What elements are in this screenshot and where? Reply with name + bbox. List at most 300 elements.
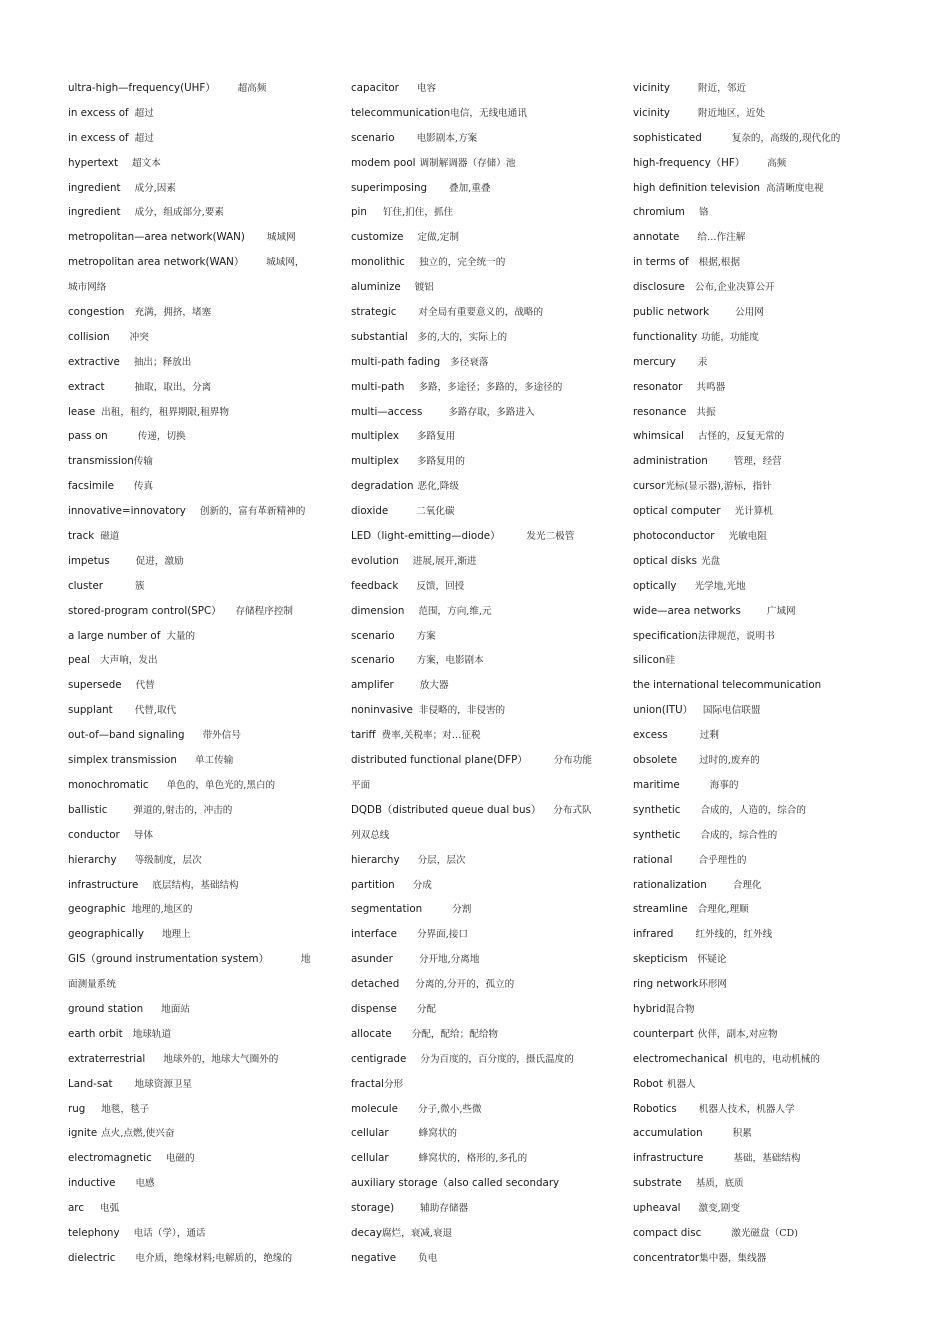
- term-chinese: 列双总线: [351, 829, 390, 841]
- term-english: extractive: [68, 355, 120, 368]
- term-chinese: 费率,关税率；对…征税: [381, 730, 481, 742]
- term-english: ignite: [68, 1127, 98, 1140]
- term-chinese: 辅助存储器: [420, 1203, 469, 1215]
- glossary-entry: [633, 1146, 891, 1171]
- glossary-entry: [351, 574, 609, 599]
- term-chinese: 合理化,理顺: [697, 904, 749, 916]
- term-english: innovative=innovatory: [68, 505, 186, 518]
- term-english: cellular: [351, 1127, 389, 1140]
- term-chinese: 面测量系统: [68, 979, 116, 991]
- term-english: hypertext: [68, 156, 119, 169]
- term-chinese: 放大器: [419, 680, 449, 692]
- glossary-entry: [68, 350, 326, 375]
- term-chinese: 城市网络: [68, 282, 107, 294]
- glossary-entry: [68, 300, 326, 325]
- glossary-entry: [351, 126, 609, 151]
- term-chinese: 创新的，富有革新精神的: [199, 506, 306, 518]
- term-english: vicinity: [633, 82, 670, 94]
- term-english: extract: [68, 380, 105, 393]
- term-chinese: 弹道的,射击的，冲击的: [133, 804, 233, 816]
- glossary-entry: [68, 225, 326, 250]
- glossary-entry: [351, 648, 609, 673]
- term-chinese: 分配，配给；配给物: [411, 1028, 499, 1040]
- term-english: multi-path: [351, 380, 405, 393]
- term-english: collision: [68, 330, 110, 343]
- term-english: streamline: [633, 903, 688, 916]
- term-chinese: 出租，租约，租界期限,租界物: [101, 406, 229, 418]
- glossary-entry: [68, 673, 326, 698]
- term-chinese: 超文本: [132, 157, 161, 169]
- term-english: storage): [351, 1202, 395, 1215]
- term-chinese: 多的,大的，实际上的: [417, 331, 508, 343]
- term-chinese: 高清晰度电视: [766, 182, 824, 194]
- glossary-entry: [351, 1196, 609, 1221]
- term-english: whimsical: [633, 430, 684, 443]
- term-chinese: 非侵略的，非侵害的: [418, 705, 506, 717]
- term-english: asunder: [351, 953, 393, 966]
- term-chinese: 地理的,地区的: [131, 904, 193, 916]
- glossary-entry: [351, 1047, 609, 1072]
- term-english: synthetic: [633, 828, 681, 841]
- term-chinese: 基质，底质: [695, 1178, 744, 1190]
- glossary-entry: [633, 151, 891, 176]
- glossary-entry: [351, 325, 609, 350]
- glossary-entry: [68, 1246, 326, 1271]
- glossary-entry: [351, 549, 609, 574]
- term-english: modem pool: [351, 156, 416, 169]
- glossary-entry: [633, 574, 891, 599]
- glossary-entry: [68, 648, 326, 673]
- term-english: cellular: [351, 1152, 389, 1165]
- glossary-entry: [633, 225, 891, 250]
- term-chinese: 地面站: [161, 1003, 190, 1015]
- term-english: optical computer: [633, 505, 721, 518]
- term-english: in excess of: [68, 131, 129, 144]
- term-english: rationalization: [633, 878, 707, 891]
- term-chinese: 恶化,降级: [417, 481, 459, 493]
- term-chinese: 充满，拥挤，堵塞: [134, 307, 212, 319]
- term-chinese: 根据,根据: [698, 257, 741, 269]
- term-chinese: 冲突: [129, 331, 149, 343]
- glossary-entry: [633, 1022, 891, 1047]
- glossary-entry: [351, 997, 609, 1022]
- term-english: infrared: [633, 928, 674, 941]
- term-english: substrate: [633, 1177, 682, 1190]
- term-english: supplant: [68, 704, 113, 717]
- term-chinese: 积累: [732, 1128, 752, 1140]
- glossary-entry: [68, 449, 326, 474]
- term-english: noninvasive: [351, 704, 413, 717]
- glossary-entry: [633, 424, 891, 449]
- term-english: telecommunication: [351, 106, 451, 119]
- term-english: ring network: [633, 978, 699, 991]
- glossary-entry: [68, 474, 326, 499]
- term-english: segmentation: [351, 903, 423, 916]
- term-english: functionality: [633, 330, 698, 343]
- term-english: aluminize: [351, 281, 401, 294]
- term-english: the international telecommunication: [633, 679, 822, 692]
- glossary-entry: [351, 176, 609, 201]
- glossary-entry: [633, 648, 891, 673]
- term-chinese: 国际电信联盟: [702, 705, 761, 717]
- glossary-entry: [633, 176, 891, 201]
- term-chinese: 多路复用: [416, 431, 456, 443]
- term-chinese: 抽出；释放出: [133, 356, 192, 368]
- term-english: wide—area networks: [633, 604, 741, 617]
- glossary-entry: [68, 873, 326, 898]
- term-chinese: 导体: [133, 829, 153, 841]
- term-english: scenario: [351, 629, 395, 642]
- term-chinese: 底层结构，基础结构: [152, 879, 239, 891]
- term-chinese: 分层，层次: [417, 854, 466, 866]
- term-chinese: 钉住,扪住，抓住: [382, 207, 454, 219]
- term-chinese: 分割: [452, 904, 472, 916]
- term-chinese: 古怪的，反复无常的: [697, 431, 785, 443]
- glossary-entry: [351, 1146, 609, 1171]
- glossary-entry: [351, 225, 609, 250]
- glossary-entry: [68, 524, 326, 549]
- term-english: interface: [351, 928, 397, 941]
- glossary-entry: [633, 375, 891, 400]
- term-english: centigrade: [351, 1052, 407, 1065]
- term-english: dimension: [351, 604, 405, 617]
- term-english: hybrid: [633, 1002, 666, 1015]
- term-chinese: 分离的,分开的，孤立的: [415, 979, 515, 991]
- term-english: out-of—band signaling: [68, 729, 185, 742]
- term-english: facsimile: [68, 480, 114, 493]
- term-english: compact disc: [633, 1226, 702, 1239]
- term-english: earth orbit: [68, 1027, 123, 1040]
- glossary-entry: [633, 300, 891, 325]
- term-chinese: 给…作注解: [697, 232, 746, 244]
- term-english: concentrator: [633, 1251, 700, 1264]
- glossary-entry: [633, 723, 891, 748]
- term-english: photoconductor: [633, 530, 715, 543]
- glossary-entry: [351, 773, 609, 798]
- glossary-entry: [633, 947, 891, 972]
- term-chinese: 单工传输: [194, 755, 234, 767]
- term-english: in excess of: [68, 106, 129, 119]
- term-english: negative: [351, 1251, 397, 1264]
- term-english: strategic: [351, 306, 397, 319]
- term-english: electromechanical: [633, 1052, 728, 1065]
- term-english: transmission: [68, 455, 134, 468]
- term-chinese: 分界面,接口: [416, 929, 468, 941]
- term-english: feedback: [351, 579, 399, 592]
- term-chinese: 蜂窝状的: [418, 1128, 458, 1140]
- term-chinese: 城域网，: [266, 257, 305, 269]
- term-chinese: 机电的，电动机械的: [733, 1053, 820, 1065]
- term-chinese: 代替: [135, 680, 155, 692]
- term-chinese: 复杂的，高级的,现代化的: [731, 132, 841, 144]
- term-chinese: 电介质，绝缘材料;电解质的，绝缘的: [135, 1252, 293, 1264]
- term-chinese: 地球外的，地球大气圈外的: [163, 1053, 279, 1065]
- term-chinese: 光学地,光地: [694, 580, 746, 592]
- term-chinese: 传输: [133, 456, 153, 468]
- term-chinese: 传真: [133, 481, 154, 493]
- term-english: supersede: [68, 679, 122, 692]
- term-english: dioxide: [351, 505, 389, 518]
- term-english: scenario: [351, 654, 395, 667]
- glossary-entry: [68, 325, 326, 350]
- term-chinese: 光盘: [700, 555, 721, 567]
- term-chinese: 分布功能: [553, 755, 592, 767]
- glossary-entry: [351, 848, 609, 873]
- term-english: metropolitan—area network(WAN): [68, 231, 245, 244]
- term-english: molecule: [351, 1102, 398, 1115]
- glossary-entry: [633, 1246, 891, 1271]
- term-chinese: 超过: [134, 132, 154, 144]
- glossary-entry: [633, 325, 891, 350]
- term-chinese: 过剩: [699, 730, 719, 742]
- glossary-entry: [68, 200, 326, 225]
- term-english: Robot: [633, 1077, 663, 1090]
- glossary-entry: [633, 76, 891, 101]
- glossary-entry: [633, 1171, 891, 1196]
- glossary-entry: [68, 400, 326, 425]
- term-english: monolithic: [351, 256, 405, 269]
- glossary-entry: [68, 773, 326, 798]
- term-chinese: 法律规范，说明书: [697, 630, 775, 642]
- term-english: rug: [68, 1102, 86, 1115]
- glossary-entry: [68, 574, 326, 599]
- term-english: metropolitan area network(WAN）: [68, 256, 245, 269]
- glossary-entry: [351, 1072, 609, 1097]
- glossary-entry: [633, 748, 891, 773]
- term-english: DQDB（distributed queue dual bus）: [351, 803, 542, 816]
- term-english: ballistic: [68, 803, 108, 816]
- glossary-entry: [68, 748, 326, 773]
- term-chinese: 点火,点燃,使兴奋: [101, 1128, 175, 1140]
- glossary-entry: [351, 947, 609, 972]
- glossary-entry: [68, 798, 326, 823]
- term-chinese: 超过: [134, 107, 154, 119]
- glossary-entry: [351, 524, 609, 549]
- glossary-entry: [351, 375, 609, 400]
- glossary-entry: [351, 151, 609, 176]
- term-chinese: 电磁的: [165, 1153, 195, 1165]
- term-chinese: 附近地区，近处: [698, 107, 766, 119]
- glossary-entry: [68, 624, 326, 649]
- glossary-entry: [68, 1221, 326, 1246]
- term-chinese: 合成的，人造的，综合的: [700, 804, 806, 816]
- term-chinese: 电信，无线电通讯: [450, 107, 527, 119]
- term-chinese: 管理，经营: [733, 456, 782, 468]
- glossary-entry: [68, 922, 326, 947]
- term-chinese: 硅: [665, 655, 676, 667]
- term-chinese: 成分，组成部分,要素: [134, 207, 224, 219]
- glossary-entry: [68, 76, 326, 101]
- term-english: resonator: [633, 380, 683, 393]
- term-chinese: 机器人技术，机器人学: [698, 1103, 795, 1115]
- term-english: sophisticated: [633, 131, 702, 144]
- term-chinese: 高频: [767, 157, 787, 169]
- term-chinese: 光计算机: [734, 506, 773, 518]
- term-english: mercury: [633, 355, 676, 368]
- glossary-entry: [68, 1022, 326, 1047]
- term-chinese: 伙伴，副本,对应物: [697, 1028, 778, 1040]
- term-chinese: 环形网: [698, 979, 728, 991]
- term-chinese: 分开地,分离地: [418, 954, 480, 966]
- term-english: optical disks: [633, 554, 697, 567]
- term-chinese: 广域网: [766, 605, 796, 617]
- glossary-entry: [351, 599, 609, 624]
- term-english: optically: [633, 579, 677, 592]
- term-english: customize: [351, 231, 404, 244]
- term-chinese: 合理化: [732, 879, 762, 891]
- term-english: detached: [351, 978, 400, 991]
- term-chinese: 对全局有重要意义的，战略的: [418, 307, 544, 319]
- glossary-entry: [68, 499, 326, 524]
- term-english: vicinity: [633, 106, 670, 119]
- term-chinese: 城域网: [266, 232, 296, 244]
- term-english: excess: [633, 729, 668, 742]
- glossary-entry: [633, 1221, 891, 1246]
- term-chinese: 平面: [351, 779, 371, 791]
- term-chinese: 磁道: [100, 531, 120, 543]
- term-english: geographic: [68, 903, 126, 916]
- term-english: congestion: [68, 306, 125, 319]
- term-english: administration: [633, 455, 708, 468]
- term-chinese: 分成: [412, 879, 432, 891]
- glossary-entry: [351, 1121, 609, 1146]
- term-english: telephony: [68, 1226, 120, 1239]
- term-english: hierarchy: [351, 853, 400, 866]
- term-english: Robotics: [633, 1102, 677, 1115]
- glossary-entry: [68, 897, 326, 922]
- term-chinese: 集中器，集线器: [699, 1252, 767, 1264]
- term-english: superimposing: [351, 181, 428, 194]
- term-english: capacitor: [351, 82, 399, 94]
- glossary-entry: [633, 101, 891, 126]
- term-english: infrastructure: [68, 878, 139, 891]
- term-chinese: 存储程序控制: [235, 605, 294, 617]
- term-chinese: 功能，功能度: [701, 331, 759, 343]
- glossary-column-3: [633, 76, 891, 1271]
- term-english: ingredient: [68, 206, 121, 219]
- term-english: union(ITU）: [633, 704, 693, 717]
- term-english: Land-sat: [68, 1077, 113, 1090]
- term-chinese: 共振: [696, 406, 716, 418]
- glossary-entry: [68, 375, 326, 400]
- glossary-entry: [68, 848, 326, 873]
- term-chinese: 范围，方向,维,元: [418, 605, 492, 617]
- term-english: stored-program control(SPC）: [68, 604, 222, 617]
- glossary-entry: [351, 424, 609, 449]
- term-english: auxiliary storage（also called secondary: [351, 1177, 560, 1190]
- term-chinese: 二氧化碳: [416, 506, 455, 518]
- glossary-entry: [68, 1171, 326, 1196]
- glossary-entry: [351, 922, 609, 947]
- term-chinese: 镀铝: [414, 282, 434, 294]
- term-english: geographically: [68, 928, 144, 941]
- term-chinese: 抽取，取出，分离: [134, 381, 212, 393]
- glossary-entry: [68, 151, 326, 176]
- term-chinese: 等级制度，层次: [134, 854, 202, 866]
- glossary-entry: [633, 972, 891, 997]
- glossary-entry: [351, 474, 609, 499]
- glossary-entry: [351, 823, 609, 848]
- glossary-entry: [633, 922, 891, 947]
- term-english: annotate: [633, 231, 680, 244]
- term-chinese: 进展,展开,渐进: [412, 555, 477, 567]
- glossary-entry: [68, 972, 326, 997]
- glossary-entry: [633, 848, 891, 873]
- glossary-entry: [633, 823, 891, 848]
- term-chinese: 成分,因素: [134, 182, 176, 194]
- term-chinese: 光标(显示器),游标，指针: [665, 481, 772, 493]
- glossary-entry: [633, 250, 891, 275]
- glossary-entry: [351, 200, 609, 225]
- term-english: resonance: [633, 405, 687, 418]
- term-english: monochromatic: [68, 778, 149, 791]
- term-english: partition: [351, 878, 395, 891]
- glossary-entry: [68, 549, 326, 574]
- term-chinese: 调制解调器（存储）池: [419, 157, 516, 169]
- term-chinese: 多路存取，多路进入: [448, 406, 535, 418]
- term-chinese: 叠加,重叠: [449, 182, 491, 194]
- glossary-entry: [351, 723, 609, 748]
- glossary-entry: [351, 798, 609, 823]
- term-english: conductor: [68, 828, 120, 841]
- term-chinese: 多径衰落: [450, 356, 489, 368]
- glossary-entry: [633, 624, 891, 649]
- glossary-entry: [68, 1047, 326, 1072]
- glossary-entry: [351, 897, 609, 922]
- term-english: multiplex: [351, 430, 399, 443]
- term-english: counterpart: [633, 1027, 694, 1040]
- term-chinese: 铬: [698, 207, 709, 219]
- glossary-entry: [68, 823, 326, 848]
- glossary-entry: [633, 997, 891, 1022]
- term-english: pass on: [68, 430, 108, 443]
- term-english: substantial: [351, 330, 408, 343]
- glossary-entry: [633, 524, 891, 549]
- term-english: skepticism: [633, 953, 688, 966]
- term-english: upheaval: [633, 1202, 681, 1215]
- term-english: in terms of: [633, 256, 689, 269]
- term-chinese: 电话（学），通话: [133, 1227, 206, 1239]
- glossary-entry: [68, 126, 326, 151]
- term-chinese: 海事的: [709, 779, 739, 791]
- term-chinese: 电感: [135, 1178, 155, 1190]
- term-english: amplifer: [351, 679, 394, 692]
- term-chinese: 汞: [697, 356, 708, 368]
- glossary-entry: [633, 350, 891, 375]
- term-english: public network: [633, 306, 710, 319]
- term-english: peal: [68, 654, 91, 667]
- term-english: hierarchy: [68, 853, 117, 866]
- term-chinese: 电容: [416, 83, 437, 94]
- term-english: maritime: [633, 778, 680, 791]
- term-chinese: 过时的,废弃的: [699, 755, 760, 767]
- glossary-entry: [351, 673, 609, 698]
- term-chinese: 单色的，单色光的,黑白的: [166, 779, 276, 791]
- glossary-entry: [633, 1121, 891, 1146]
- term-chinese: 光敏电阻: [728, 531, 767, 543]
- term-chinese: 共鸣器: [696, 381, 726, 393]
- glossary-entry: [633, 549, 891, 574]
- glossary-entry: [68, 599, 326, 624]
- term-english: pin: [351, 206, 367, 219]
- term-english: infrastructure: [633, 1152, 704, 1165]
- term-english: dielectric: [68, 1251, 116, 1264]
- term-english: multiplex: [351, 455, 399, 468]
- term-english: synthetic: [633, 803, 681, 816]
- glossary-entry: [68, 250, 326, 275]
- term-chinese: 地: [300, 954, 311, 966]
- term-english: decay: [351, 1226, 382, 1239]
